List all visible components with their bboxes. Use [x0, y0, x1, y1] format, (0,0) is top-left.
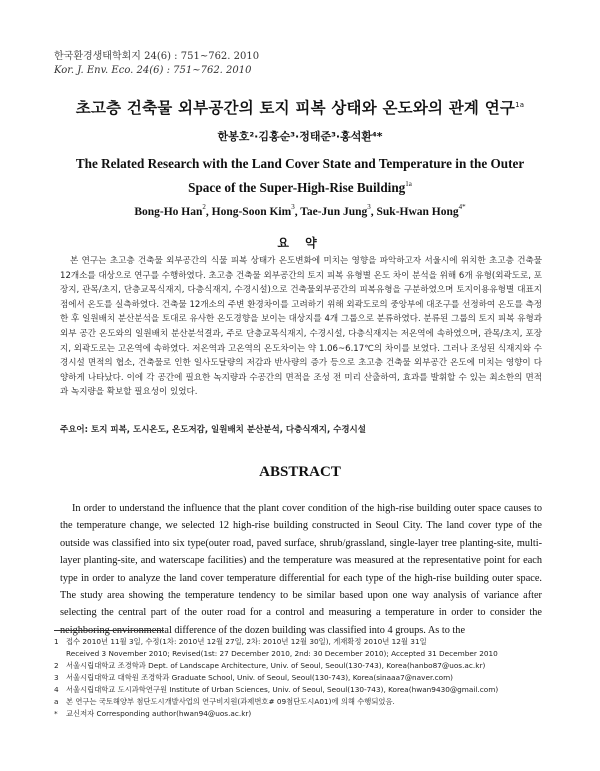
author-affiliation-mark: 4* — [458, 203, 466, 211]
footnote-text: 본 연구는 국토해양부 첨단도시개발사업의 연구비지원(과제번호# 09첨단도시A01)에 의해 수행되었음. — [66, 697, 395, 706]
footnote-mark: 4 — [54, 685, 59, 694]
english-title-footnote-mark: 1a — [405, 180, 412, 188]
korean-abstract-heading: 요 약 — [277, 236, 323, 250]
korean-title — [0, 96, 600, 118]
author-name: Tae-Jun Jung — [300, 206, 368, 218]
footnote — [54, 684, 554, 696]
footnote-mark: 2 — [54, 661, 59, 670]
footnote-mark: a — [54, 697, 59, 706]
footnote — [54, 672, 554, 684]
footnote — [54, 636, 554, 648]
abstract-heading: ABSTRACT — [259, 464, 341, 480]
english-title — [60, 154, 540, 198]
footnote — [54, 708, 554, 720]
keywords: 주요어: 토지 피복, 도시온도, 온도저감, 일원배치 분산분석, 다층식재지, 수경시설 — [60, 425, 366, 435]
journal-citation-ko: 한국환경생태학회지 24(6) : 751~762. 2010 — [54, 51, 260, 62]
footnote-text: 서울시립대학교 조경학과 Dept. of Landscape Architecture, Univ. of Seoul, Seoul(130-743), Korea(hanbo87@uos.ac.kr) — [66, 661, 486, 670]
author-affiliation-mark: 2 — [202, 203, 206, 211]
korean-authors: 한봉호²·김홍순³·정태준³·홍석환⁴* — [217, 130, 383, 143]
korean-title-footnote-mark: 1a — [515, 101, 525, 109]
footnotes — [54, 636, 554, 720]
footnote-mark — [54, 648, 66, 660]
footnote-text: 서울시립대학교 대학원 조경학과 Graduate School, Univ. of Seoul, Seoul(130-743), Korea(sinaaa7@naver.com) — [66, 673, 454, 682]
footnote — [54, 660, 554, 672]
author-name: Suk-Hwan Hong — [376, 206, 459, 218]
english-authors: Bong-Ho Han$^2$, Hong-Soon Kim$^3$, Tae-Jun Jung$^3$, Suk-Hwan Hong$^{4*}$ — [134, 203, 466, 218]
author-name: Bong-Ho Han — [134, 206, 203, 218]
journal-header — [54, 50, 259, 78]
footnote-text: 교신저자 Corresponding author(hwan94@uos.ac.kr) — [66, 709, 252, 718]
author-affiliation-mark: 3 — [367, 203, 371, 211]
author-name: Hong-Soon Kim — [211, 206, 292, 218]
footnote — [54, 648, 554, 660]
korean-title-text: 초고층 건축물 외부공간의 토지 피복 상태와 온도와의 관계 연구 — [75, 99, 516, 117]
footnote-divider — [54, 630, 164, 631]
author-affiliation-mark: 3 — [291, 203, 295, 211]
english-title-text: The Related Research with the Land Cover State and Temperature in the Outer Space of the Super-High-Rise Building — [75, 156, 525, 195]
korean-abstract-body: 본 연구는 초고층 건축물 외부공간의 식물 피복 상태가 온도변화에 미치는 영향을 파악하고자 서울시에 위치한 초고층 건축물 12개소를 대상으로 연구를 수행하였다. 초고층 건축물 외부공간의 토지 피복 유형별 온도 차이 분석을 위해 6개 유형(외곽도로, 포장지, 관목/초지, 단층교목식재지, 다층식재지, 수경시설)으로 건축물외부공간의 피복유형을 구분하였으며 토지이용유형별 대표지점에서 온도를 실측하였다. 건축물 12개소의 주변 환경차이를 고려하기 위해 외곽도로의 중앙부에 대조구를 선정하여 온도를 측정한 후 일원배치 분산분석을 토대로 유사한 온도경향을 보이는 대상지를 4개 그룹으로 분류하였다. 분류된 그룹의 토지 피복 유형과 외부 공간 온도와의 일원배치 분산분석결과, 주로 단층교목식재지, 수경시설, 다층식재지는 저온역에 속하였으며, 관목/초지, 포장지, 외곽도로는 고온역에 속하였다. 저온역과 고온역의 온도차이는 약 1.06~6.17℃의 차이를 보였다. 그러나 조성된 식재지와 수경시설 면적의 협소, 건축물로 인한 일사도달량의 저감과 반사량의 증가 등으로 초고층 건축물 외부공간 온도에 미치는 영향이 다양하게 나타났다. 이에 각 공간에 필요한 녹지량과 수공간의 면적을 조성 전 미리 산출하여, 효과를 발휘할 수 있는 최소한의 면적과 녹지량을 확보할 필요성이 있었다. — [60, 256, 542, 398]
footnote — [54, 696, 554, 708]
journal-citation-en: Kor. J. Env. Eco. 24(6) : 751~762. 2010 — [54, 65, 252, 76]
english-abstract-body: In order to understand the influence that the plant cover condition of the high-rise building outer space causes to the temperature change, we selected 12 high-rise building constructed in Seoul City. The land cover type of the outside was classified into six type(outer road, paved surface, shrub/grassland, single-layer tree planting-site, multi-layer planting-site, and waterscape facilities) and the temperature was measured at the representative point for each type in order to analyze the land cover temperature differential for each type of the high-rise building outer space. The study area showing the temperature tendency to be similar based upon one way analysis of variance after selecting the central part of the outer road for a control and measuring a temperature in order to consider the neighboring environmental difference of the dozen building was classified into 4 groups. As to the — [60, 503, 542, 636]
footnote-text: 접수 2010년 11월 3일, 수정(1차: 2010년 12월 27일, 2차: 2010년 12월 30일), 게재확정 2010년 12월 31일 — [66, 637, 427, 646]
footnote-text: 서울시립대학교 도시과학연구원 Institute of Urban Sciences, Univ. of Seoul, Seoul(130-743), Korea(hwan9430@gmail.com) — [66, 685, 499, 694]
footnote-mark: 3 — [54, 673, 59, 682]
footnote-mark: 1 — [54, 637, 59, 646]
footnote-mark: * — [54, 709, 58, 718]
footnote-text: Received 3 November 2010; Revised(1st: 27 December 2010, 2nd: 30 December 2010); Accepted 31 December 2010 — [66, 649, 498, 658]
